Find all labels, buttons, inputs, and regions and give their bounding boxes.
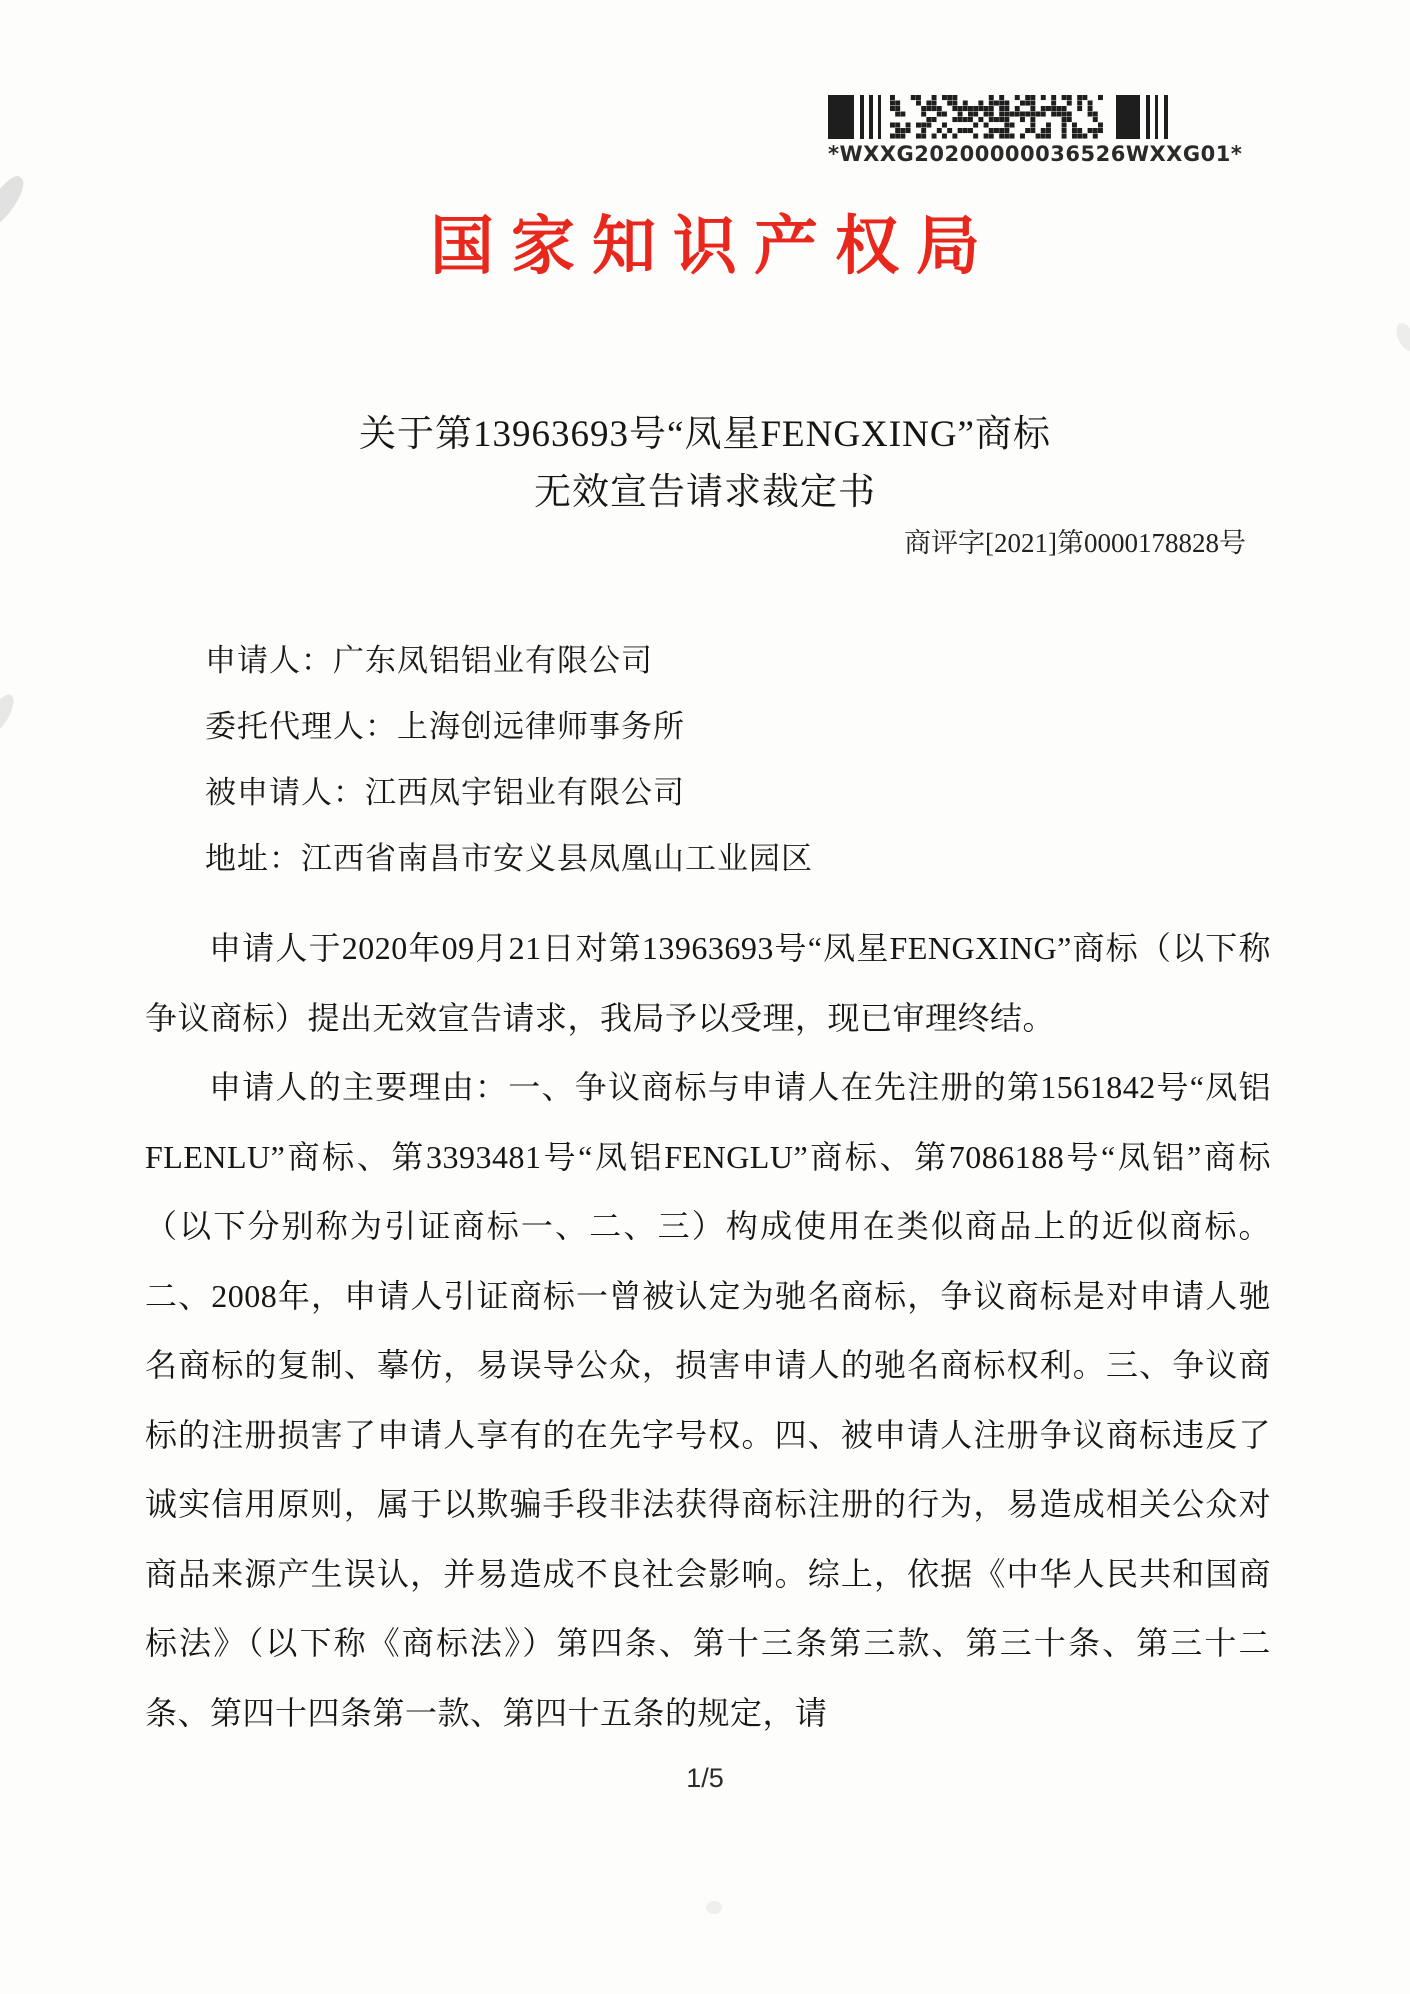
agency-title: 国家知识产权局: [430, 210, 997, 282]
scan-artifact: [706, 1901, 722, 1914]
barcode-block: [828, 94, 1243, 166]
address-line: 地址：江西省南昌市安义县凤凰山工业园区: [205, 841, 813, 876]
agent-line: 委托代理人：上海创远律师事务所: [205, 709, 685, 744]
body-text: [145, 914, 1271, 1748]
respondent-line: 被申请人：江西凤宇铝业有限公司: [205, 775, 685, 810]
document-title-line1: 关于第13963693号“凤星FENGXING”商标: [359, 414, 1051, 455]
case-reference-number: 商评字[2021]第0000178828号: [904, 528, 1246, 558]
body-paragraph: 申请人于2020年09月21日对第13963693号“凤星FENGXING”商标（以下称争议商标）提出无效宣告请求，我局予以受理，现已审理终结。: [145, 930, 1271, 1036]
applicant-line: 申请人：广东凤铝铝业有限公司: [205, 643, 653, 678]
scan-artifact: [0, 690, 19, 737]
document-title-line2: 无效宣告请求裁定书: [534, 472, 876, 513]
body-paragraph: 申请人的主要理由：一、争议商标与申请人在先注册的第1561842号“凤铝 FLENLU”商标、第3393481号“凤铝FENGLU”商标、第7086188号“凤铝”商标（以下分别称为引证商标一、二、三）构成使用在类似商品上的近似商标。二、2008年，申请人引证商标一曾被认定为驰名商标，争议商标是对申请人驰名商标的复制、摹仿，易误导公众，损害申请人的驰名商标权利。三、争议商标的注册损害了申请人享有的在先字号权。四、被申请人注册争议商标违反了诚实信用原则，属于以欺骗手段非法获得商标注册的行为，易造成相关公众对商品来源产生误认，并易造成不良社会影响。综上，依据《中华人民共和国商标法》（以下称《商标法》）第四条、第十三条第三款、第三十条、第三十二条、第四十四条第一款、第四十五条的规定，请: [145, 1069, 1271, 1731]
barcode-icon: [828, 94, 1173, 140]
barcode-text: *WXXG20200000036526WXXG01*: [828, 142, 1243, 166]
document-title: [0, 406, 1410, 522]
parties-block: [205, 628, 813, 892]
page-number: 1/5: [686, 1763, 724, 1793]
scan-artifact: [1392, 320, 1410, 354]
